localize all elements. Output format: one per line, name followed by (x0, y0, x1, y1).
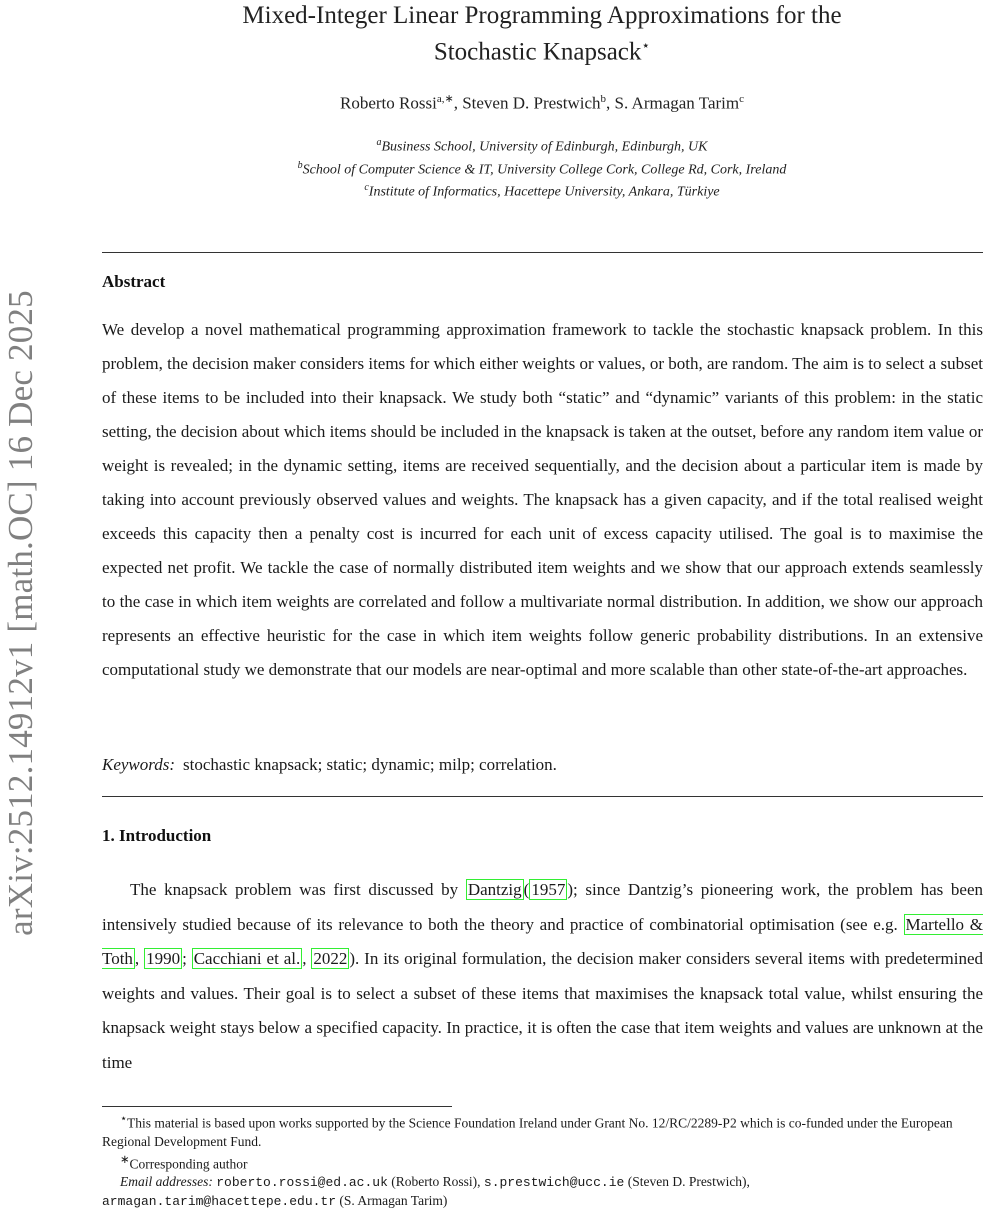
footnote-rule (102, 1106, 452, 1107)
abstract-heading: Abstract (102, 272, 166, 291)
affiliation-text: School of Computer Science & IT, University College Cork, College Rd, Cork, Ireland (302, 162, 787, 178)
author-separator: , (606, 93, 615, 113)
email-address[interactable]: roberto.rossi@ed.ac.uk (216, 1175, 388, 1190)
title-footnote-mark: ⋆ (641, 39, 651, 54)
citation-link-cacchiani[interactable]: Cacchiani et al. (193, 949, 301, 968)
arxiv-stamp-text: arXiv:2512.14912v1 [math.OC] 16 Dec 2025 (1, 289, 40, 936)
author-name: S. Armagan Tarim (614, 93, 740, 113)
abstract-bottom-rule (102, 796, 983, 797)
corresponding-author-text: Corresponding author (129, 1156, 248, 1171)
email-owner: (S. Armagan Tarim) (336, 1193, 448, 1208)
title-line-2-text: Stochastic Knapsack (433, 38, 642, 66)
title-line-1: Mixed-Integer Linear Programming Approximations for the (242, 2, 842, 29)
affiliation-item (120, 157, 964, 180)
author-list (120, 92, 964, 114)
funding-footnote (102, 1110, 983, 1151)
author-name: Steven D. Prestwich (462, 93, 601, 113)
citation-sep: , (134, 949, 145, 968)
funding-footnote-mark: ⋆ (120, 1113, 128, 1125)
intro-text-segment: ; since Dantzig’s pioneering work, the problem has been intensively studied because of its relevance to both the theory and practice of combinatorial optimisation (see e.g. (102, 880, 983, 934)
paper-title (120, 0, 964, 67)
intro-text-segment: ). In its original formulation, the decision maker considers several items with predetermined weights and values. Their goal is to select a subset of these items that maximises the knapsack total value, whilst ensuring the knapsack weight stays below a specified capacity. In practice, it is often the case that item weights and values are unknown at the time (102, 949, 983, 1072)
footnotes (102, 1110, 983, 1211)
keywords-line (102, 755, 983, 775)
author-affiliation-mark: c (739, 93, 744, 105)
affiliation-text: Business School, University of Edinburgh, Edinburgh, UK (381, 139, 708, 155)
keywords-label: Keywords: (102, 755, 176, 774)
email-footnote-continued (102, 1192, 983, 1211)
citation-link-martello-toth[interactable]: Martello & Toth (102, 914, 983, 968)
email-owner: (Steven D. Prestwich), (624, 1174, 750, 1189)
citation-sep: , (302, 949, 312, 968)
affiliation-mark: c (364, 182, 369, 194)
keywords-list: stochastic knapsack; static; dynamic; milp; correlation. (183, 755, 557, 774)
citation-year-link[interactable]: 1990 (146, 949, 181, 968)
citation-year-link[interactable]: 2022 (313, 949, 348, 968)
citation-link-dantzig[interactable]: Dantzig (467, 880, 522, 899)
intro-text-segment: The knapsack problem was first discussed by (130, 880, 466, 899)
affiliation-list (120, 134, 964, 202)
author-affiliation-mark: b (600, 93, 607, 105)
citation-paren: ( (523, 880, 530, 899)
funding-footnote-text: This material is based upon works supported by the Science Foundation Ireland under Grant No. 12/RC/2289-P2 which is co-funded under the European Regional Development Fund. (102, 1115, 953, 1149)
email-address[interactable]: armagan.tarim@hacettepe.edu.tr (102, 1194, 337, 1209)
corresponding-author-mark: ∗ (120, 1153, 130, 1166)
affiliation-item (120, 179, 964, 202)
affiliation-mark: b (297, 159, 303, 171)
introduction-paragraph (102, 873, 983, 1080)
affiliation-mark: a (376, 137, 382, 148)
corresponding-author-footnote (102, 1151, 983, 1174)
author-separator: , (453, 93, 463, 113)
abstract-body: We develop a novel mathematical programming approximation framework to tackle the stochastic knapsack problem. In this problem, the decision maker considers items for which either weights or values, or both, are random. The aim is to select a subset of these items to be included into their knapsack. We study both “static” and “dynamic” variants of this problem: in the static setting, the decision about which items should be included in the knapsack is taken at the outset, before any random item value or weight is revealed; in the dynamic setting, items are received sequentially, and the decision about a particular item is made by taking into account previously observed values and weights. The knapsack has a given capacity, and if the total realised weight exceeds this capacity then a penalty cost is incurred for each unit of excess capacity utilised. The goal is to maximise the expected net profit. We tackle the case of normally distributed item weights and we show that our approach extends seamlessly to the case in which item weights are correlated and follow a multivariate normal distribution. In addition, we show our approach represents an effective heuristic for the case in which item weights follow generic probability distributions. In an extensive computational study we demonstrate that our models are near-optimal and more scalable than other state-of-the-art approaches. (102, 320, 983, 679)
citation-year-link[interactable]: 1957 (531, 880, 566, 899)
email-label: Email addresses: (120, 1174, 213, 1189)
email-address[interactable]: s.prestwich@ucc.ie (483, 1175, 625, 1190)
affiliation-item (120, 134, 964, 157)
arxiv-identifier-stamp (2, 260, 40, 965)
abstract-top-rule (102, 252, 983, 253)
author-affiliation-mark: a,∗ (436, 93, 454, 105)
affiliation-text: Institute of Informatics, Hacettepe University, Ankara, Türkiye (368, 184, 720, 200)
email-footnote (102, 1173, 983, 1192)
email-owner: (Roberto Rossi), (387, 1174, 484, 1189)
title-line-2 (120, 31, 964, 67)
section-heading-introduction: 1. Introduction (102, 826, 212, 845)
citation-paren: ) (567, 880, 573, 899)
author-name: Roberto Rossi (340, 93, 437, 113)
citation-sep: ; (182, 949, 192, 968)
